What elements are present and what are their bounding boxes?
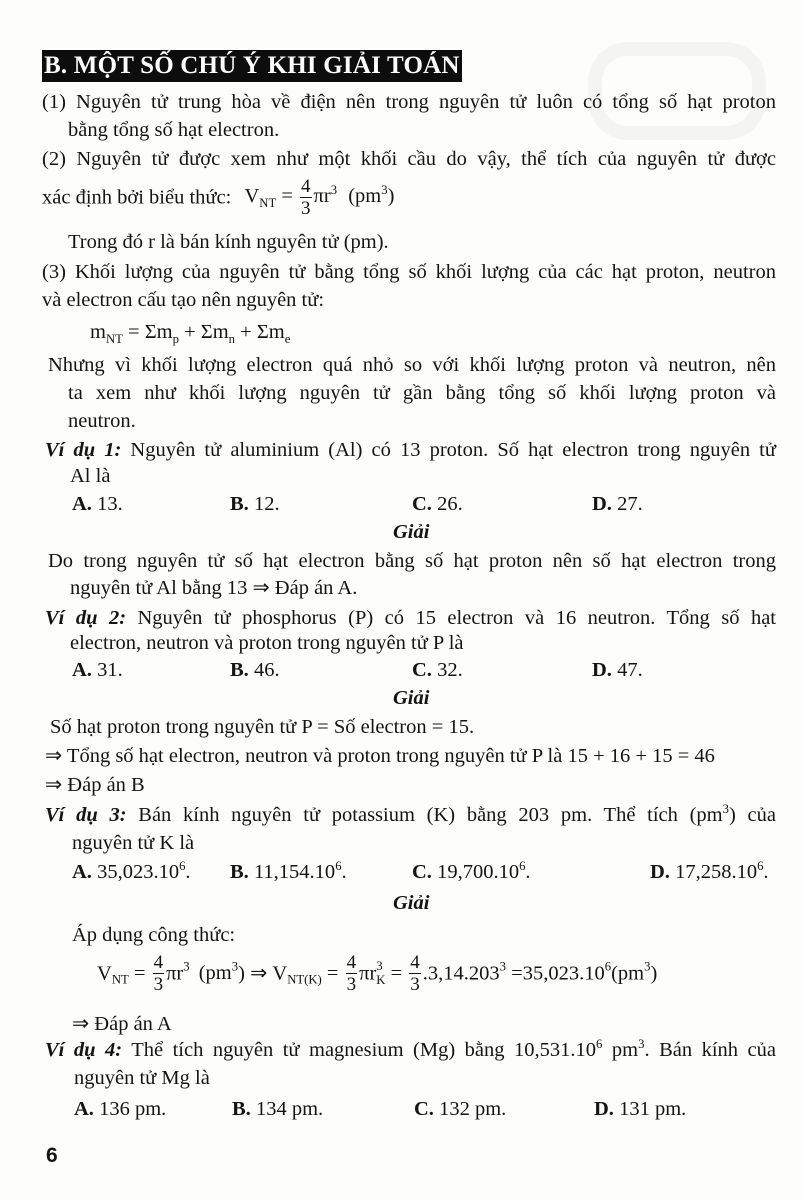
example-1-question-line-2: Al là xyxy=(70,465,111,487)
example-1-solution-line-1: Do trong nguyên tử số hạt electron bằng số hạt proton nên số hạt electron trong xyxy=(48,550,776,572)
example-4-q-pow2: 3 xyxy=(638,1037,645,1052)
option-letter: D. xyxy=(592,493,612,515)
option-text: 131 pm. xyxy=(613,1098,687,1120)
example-3-solution-end: ⇒ Đáp án A xyxy=(72,1013,172,1035)
mass-plus-2: + Σm xyxy=(235,321,285,343)
example-4-q-text: Thể tích nguyên tử magnesium (Mg) bằng 10,531.10 xyxy=(122,1039,597,1061)
option-letter: C. xyxy=(412,659,432,681)
example-2-question-line-1 xyxy=(45,608,776,629)
sf-v2: V xyxy=(272,962,288,985)
option-text: 136 pm. xyxy=(93,1098,167,1120)
note-1-line-2: bằng tổng số hạt electron. xyxy=(68,119,280,141)
example-4-label: Ví dụ 4: xyxy=(45,1039,123,1061)
sf-pow1: 3 xyxy=(183,959,190,974)
example-3-q-end: ) của xyxy=(729,804,776,826)
formula-unit: (pm xyxy=(348,185,382,208)
option-text: 46. xyxy=(248,659,280,681)
frac-num: 4 xyxy=(301,176,311,197)
example-3-question-line-2: nguyên tử K là xyxy=(72,832,195,854)
example-2-solution-title: Giải xyxy=(393,687,430,709)
sf-fraction-1 xyxy=(153,953,165,994)
option-letter: C. xyxy=(412,861,432,883)
mass-p-sub: p xyxy=(172,332,179,347)
formula-unit-close: ) xyxy=(387,185,395,208)
mass-formula xyxy=(90,321,291,347)
mass-e-sub: e xyxy=(284,332,291,347)
sf-fraction-2 xyxy=(346,953,358,994)
sf-eq-2: = xyxy=(326,962,339,985)
formula-pi-r: πr xyxy=(313,185,331,208)
example-4-option-c xyxy=(414,1098,506,1121)
example-2-q-text: Nguyên tử phosphorus (P) có 15 electron và 16 neutron. Tổng số hạt xyxy=(126,607,776,629)
sf-rk-pow: 3 xyxy=(376,958,383,973)
note-3-line-1: (3) Khối lượng của nguyên tử bằng tổng số khối lượng của các hạt proton, neutron xyxy=(42,261,776,283)
option-text: 132 pm. xyxy=(433,1098,507,1120)
sf-unit2-pow: 3 xyxy=(644,959,651,974)
sf-calc: .3,14.203 xyxy=(422,962,500,985)
example-4-option-a xyxy=(74,1098,166,1121)
example-1-q-text: Nguyên tử aluminium (Al) có 13 proton. Số hạt electron trong nguyên tử xyxy=(121,439,776,461)
option-text: 27. xyxy=(611,493,643,515)
option-letter: A. xyxy=(72,861,92,883)
sf-result-pow: 6 xyxy=(604,959,612,974)
option-end: . xyxy=(525,861,531,883)
formula-pow: 3 xyxy=(330,183,338,198)
option-text: 47. xyxy=(611,659,643,681)
example-2-option-a xyxy=(72,659,123,682)
example-1-option-d xyxy=(592,493,643,516)
formula-v: V xyxy=(244,185,260,208)
option-text: 13. xyxy=(91,493,123,515)
note-3-line-2: và electron cấu tạo nên nguyên tử: xyxy=(42,289,325,311)
option-letter: B. xyxy=(230,861,249,883)
note-3-line-3: Nhưng vì khối lượng electron quá nhỏ so với khối lượng proton và neutron, nên xyxy=(48,354,776,376)
example-2-option-c xyxy=(412,659,463,682)
option-letter: A. xyxy=(72,493,92,515)
example-1-question-line-1 xyxy=(45,440,776,461)
sf-eq: = xyxy=(133,962,146,985)
example-2-solution-line-2: ⇒ Tổng số hạt electron, neutron và proton trong nguyên tử P là 15 + 16 + 15 = 46 xyxy=(45,745,715,767)
volume-formula xyxy=(244,176,395,219)
formula-eq: = xyxy=(281,185,293,208)
sf-v2-sub: NT(K) xyxy=(287,972,322,987)
option-text: 32. xyxy=(431,659,463,681)
option-text: 17,258.10 xyxy=(669,861,758,883)
mass-m: m xyxy=(90,321,106,343)
note-1-line-1: (1) Nguyên tử trung hòa về điện nên trong nguyên tử luôn có tổng số hạt proton xyxy=(42,91,776,113)
option-end: . xyxy=(341,861,347,883)
sf-v1-sub: NT xyxy=(111,972,129,987)
option-letter: D. xyxy=(592,659,612,681)
option-letter: A. xyxy=(72,659,92,681)
example-4-q-end: . Bán kính của xyxy=(644,1039,776,1061)
option-letter: D. xyxy=(594,1098,614,1120)
note-3-line-4: ta xem như khối lượng nguyên tử gần bằng tổng số khối lượng proton và xyxy=(68,382,776,404)
section-heading: B. MỘT SỐ CHÚ Ý KHI GIẢI TOÁN xyxy=(42,50,462,82)
example-3-solution-intro: Áp dụng công thức: xyxy=(72,924,236,946)
note-2-line-2 xyxy=(42,177,394,218)
example-1-option-a xyxy=(72,493,123,516)
mass-plus-1: + Σm xyxy=(178,321,229,343)
example-4-q-mid: pm xyxy=(602,1039,639,1061)
page-number: 6 xyxy=(46,1144,58,1167)
sf-unit2: (pm xyxy=(611,962,645,985)
example-3-option-d xyxy=(650,861,769,884)
example-4-option-b xyxy=(232,1098,323,1121)
option-pow: 6 xyxy=(335,859,342,874)
example-4-q-pow: 6 xyxy=(596,1037,603,1052)
example-3-option-b xyxy=(230,861,347,884)
option-pow: 6 xyxy=(519,859,526,874)
sf-unit1-pow: 3 xyxy=(231,959,239,974)
frac-den: 3 xyxy=(346,974,357,995)
frac-num: 4 xyxy=(410,952,420,973)
example-1-solution-line-2: nguyên tử Al bằng 13 ⇒ Đáp án A. xyxy=(70,577,358,599)
option-pow: 6 xyxy=(179,859,186,874)
example-3-label: Ví dụ 3: xyxy=(45,804,127,826)
sf-fraction-3 xyxy=(409,953,421,994)
option-text: 134 pm. xyxy=(250,1098,324,1120)
sf-result: =35,023.10 xyxy=(506,962,605,985)
example-3-q-pow: 3 xyxy=(722,802,729,817)
example-4-question-line-2: nguyên tử Mg là xyxy=(74,1067,210,1089)
sf-unit2-close: ) xyxy=(650,962,658,985)
example-3-solution-title: Giải xyxy=(393,892,430,914)
option-text: 35,023.10 xyxy=(91,861,180,883)
example-2-option-d xyxy=(592,659,643,682)
option-end: . xyxy=(763,861,769,883)
example-3-option-a xyxy=(72,861,191,884)
mass-m-sub: NT xyxy=(105,332,123,347)
frac-den: 3 xyxy=(153,974,164,995)
sf-unit1: (pm xyxy=(193,962,232,985)
mass-n-sub: n xyxy=(228,332,236,347)
sf-rk-scripts xyxy=(376,960,385,988)
option-letter: D. xyxy=(650,861,670,883)
mass-eq: = Σm xyxy=(122,321,173,343)
option-pow: 6 xyxy=(757,859,764,874)
example-3-q-text: Bán kính nguyên tử potassium (K) bằng 203 pm. Thể tích (pm xyxy=(126,804,723,826)
note-2-prefix: xác định bởi biểu thức: xyxy=(42,186,232,209)
sf-calc-pow: 3 xyxy=(499,959,507,974)
example-1-option-b xyxy=(230,493,280,516)
formula-v-sub: NT xyxy=(259,196,277,211)
note-2-line-3: Trong đó r là bán kính nguyên tử (pm). xyxy=(68,231,389,253)
sf-eq-3: = xyxy=(390,962,403,985)
example-3-solution-formula xyxy=(97,953,657,994)
example-4-option-d xyxy=(594,1098,686,1121)
sf-unit1-close: ) xyxy=(238,962,245,985)
frac-num: 4 xyxy=(346,952,357,973)
option-letter: A. xyxy=(74,1098,94,1120)
option-letter: C. xyxy=(412,493,432,515)
sf-rk-sub: K xyxy=(376,972,386,987)
example-4-question-line-1 xyxy=(45,1037,776,1061)
sf-pi-r: πr xyxy=(166,962,184,985)
example-3-option-c xyxy=(412,861,531,884)
example-3-question-line-1 xyxy=(45,802,776,826)
example-2-option-b xyxy=(230,659,280,682)
note-3-line-5: neutron. xyxy=(68,410,136,432)
option-text: 12. xyxy=(248,493,280,515)
option-text: 26. xyxy=(431,493,463,515)
frac-den: 3 xyxy=(301,198,311,219)
option-letter: B. xyxy=(230,659,249,681)
example-1-label: Ví dụ 1: xyxy=(45,439,122,461)
note-2-line-1: (2) Nguyên tử được xem như một khối cầu do vậy, thể tích của nguyên tử được xyxy=(42,148,776,170)
formula-unit-pow: 3 xyxy=(381,183,388,198)
example-2-solution-line-1: Số hạt proton trong nguyên tử P = Số electron = 15. xyxy=(50,716,475,738)
sf-pi-rk: πr xyxy=(359,962,377,985)
option-letter: B. xyxy=(230,493,249,515)
example-1-option-c xyxy=(412,493,463,516)
option-letter: C. xyxy=(414,1098,434,1120)
option-letter: B. xyxy=(232,1098,251,1120)
example-2-question-line-2: electron, neutron và proton trong nguyên tử P là xyxy=(70,632,464,654)
option-text: 11,154.10 xyxy=(248,861,336,883)
option-text: 19,700.10 xyxy=(431,861,520,883)
sf-v1: V xyxy=(97,962,112,985)
example-1-solution-title: Giải xyxy=(393,521,430,543)
frac-den: 3 xyxy=(410,974,420,995)
option-text: 31. xyxy=(91,659,123,681)
fraction-4-3 xyxy=(300,177,312,218)
sf-arrow: ⇒ xyxy=(244,962,273,985)
example-2-solution-line-3: ⇒ Đáp án B xyxy=(45,774,145,796)
example-2-label: Ví dụ 2: xyxy=(45,607,127,629)
option-end: . xyxy=(185,861,191,883)
frac-num: 4 xyxy=(153,952,164,973)
